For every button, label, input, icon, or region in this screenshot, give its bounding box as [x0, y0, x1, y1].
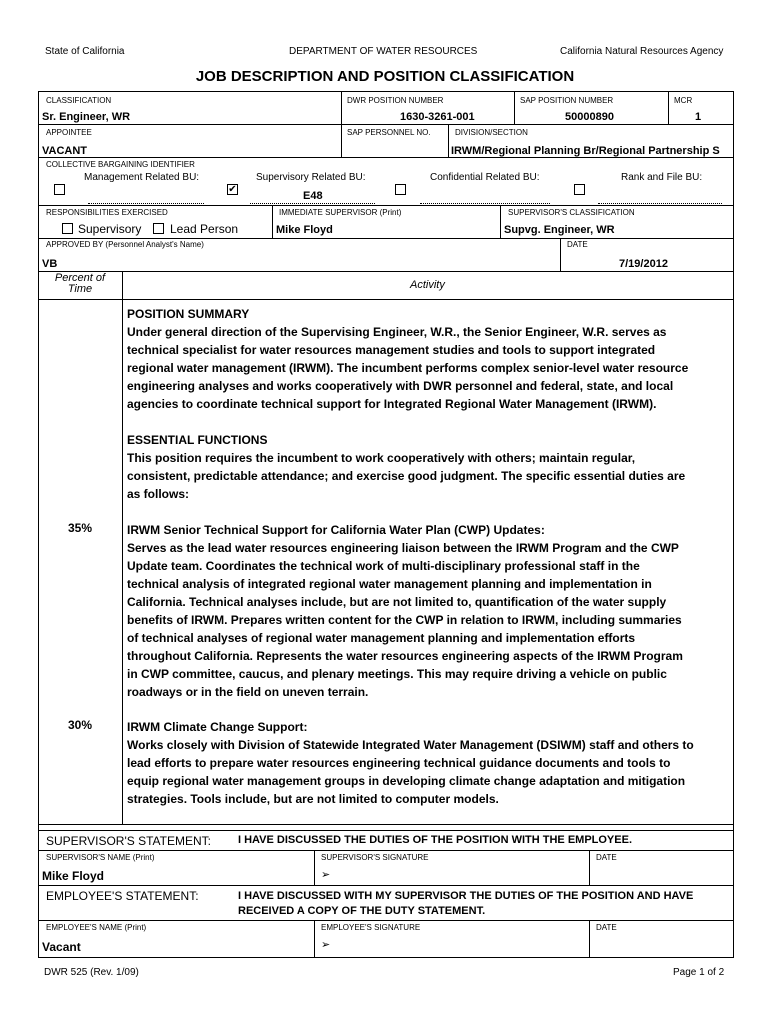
header-agency: California Natural Resources Agency [560, 46, 724, 57]
mcr-value[interactable]: 1 [695, 111, 702, 123]
approved-by-label: APPROVED BY (Personnel Analyst's Name) [46, 240, 204, 249]
duty1-section [127, 521, 727, 701]
management-bu-label: Management Related BU: [84, 172, 200, 183]
duty1-line: throughout California. Represents the water resources engineering aspects of the IRWM Program [127, 649, 683, 663]
summary-line: engineering analyses and works cooperatively with DWR personnel and federal, state, and local [127, 379, 674, 393]
supervisor-statement-label: SUPERVISOR'S STATEMENT: [46, 834, 211, 848]
employee-statement-label: EMPLOYEE'S STATEMENT: [46, 889, 199, 903]
employee-signature-label: EMPLOYEE'S SIGNATURE [321, 923, 421, 932]
page-number: Page 1 of 2 [673, 967, 725, 978]
sap-personnel-label: SAP PERSONNEL NO. [347, 128, 431, 137]
supervisory-bu-value[interactable]: E48 [303, 190, 323, 202]
duty2-line: lead efforts to prepare water resources engineering technical guidance documents and tools to [127, 756, 671, 770]
bargaining-label: COLLECTIVE BARGAINING IDENTIFIER [46, 160, 195, 169]
rank-file-bu-label: Rank and File BU: [621, 172, 703, 183]
mcr-label: MCR [674, 96, 693, 105]
position-summary-heading: POSITION SUMMARY [127, 307, 250, 321]
employee-date-label: DATE [596, 923, 617, 932]
supervisor-name-value[interactable]: Mike Floyd [42, 869, 105, 883]
confidential-bu-checkbox[interactable] [395, 184, 406, 195]
duty2-percent: 30% [67, 718, 93, 732]
supervisor-signature-label: SUPERVISOR'S SIGNATURE [321, 853, 429, 862]
duty1-line: Update team. Coordinates the technical work of multi-disciplinary professional staff in the [127, 559, 640, 573]
supervisor-class-label: SUPERVISOR'S CLASSIFICATION [508, 208, 635, 217]
duty2-section [127, 718, 727, 808]
employee-statement-line: RECEIVED A COPY OF THE DUTY STATEMENT. [238, 905, 486, 917]
employee-signature-arrow-icon[interactable]: ➢ [321, 939, 331, 951]
essential-functions-heading: ESSENTIAL FUNCTIONS [127, 433, 268, 447]
date-value[interactable]: 7/19/2012 [619, 258, 668, 270]
percent-header-line2: Time [67, 283, 93, 295]
header-state: State of California [45, 46, 125, 57]
summary-line: agencies to coordinate technical support for Integrated Regional Water Management (IRWM). [127, 397, 657, 411]
duty1-line: IRWM Senior Technical Support for California Water Plan (CWP) Updates: [127, 523, 545, 537]
form-number: DWR 525 (Rev. 1/09) [44, 967, 139, 978]
rank-file-bu-checkbox[interactable] [574, 184, 585, 195]
duty1-line: roadways or in the field on uneven terrain. [127, 685, 369, 699]
supervisor-date-label: DATE [596, 853, 617, 862]
essential-line: This position requires the incumbent to work cooperatively with others; maintain regular, [127, 451, 636, 465]
duty2-line: strategies. Tools include, but are not limited to computer models. [127, 792, 499, 806]
page-title: JOB DESCRIPTION AND POSITION CLASSIFICATION [195, 68, 575, 85]
immediate-supervisor-label: IMMEDIATE SUPERVISOR (Print) [279, 208, 402, 217]
duty1-percent: 35% [67, 521, 93, 535]
percent-header [38, 273, 122, 295]
duty2-line: IRWM Climate Change Support: [127, 720, 308, 734]
appointee-label: APPOINTEE [46, 128, 92, 137]
supervisory-option-label: Supervisory [78, 222, 142, 236]
supervisory-bu-label: Supervisory Related BU: [256, 172, 366, 183]
summary-line: regional water management (IRWM). The incumbent performs complex senior-level water resource [127, 361, 689, 375]
duty2-line: equip regional water management groups in developing climate change adaptation and mitigation [127, 774, 686, 788]
supervisory-option-checkbox[interactable] [62, 223, 73, 234]
supervisor-statement-text: I HAVE DISCUSSED THE DUTIES OF THE POSITION WITH THE EMPLOYEE. [238, 834, 632, 846]
appointee-value[interactable]: VACANT [42, 145, 88, 157]
rank-file-bu-line [598, 203, 722, 204]
essential-functions-section [127, 431, 727, 503]
classification-label: CLASSIFICATION [46, 96, 112, 105]
duty1-line: in CWP committee, caucus, and plenary meetings. This may require driving a vehicle on public [127, 667, 667, 681]
sap-position-value[interactable]: 50000890 [565, 111, 614, 123]
header-department: DEPARTMENT OF WATER RESOURCES [289, 46, 478, 57]
duty1-line: benefits of IRWM. Prepares written content for the CWP in relation to IRWM, including summaries [127, 613, 682, 627]
supervisory-bu-line [250, 203, 375, 204]
position-summary-section [127, 305, 727, 413]
dwr-position-label: DWR POSITION NUMBER [347, 96, 444, 105]
supervisor-name-label: SUPERVISOR'S NAME (Print) [46, 853, 155, 862]
supervisor-class-value[interactable]: Supvg. Engineer, WR [504, 224, 615, 236]
lead-person-checkbox[interactable] [153, 223, 164, 234]
check-icon: ✔ [228, 184, 237, 195]
duty1-line: Serves as the lead water resources engineering liaison between the IRWM Program and the CWP [127, 541, 679, 555]
management-bu-checkbox[interactable] [54, 184, 65, 195]
summary-line: technical specialist for water resources management studies and tools to support integrated [127, 343, 656, 357]
sap-position-label: SAP POSITION NUMBER [520, 96, 614, 105]
supervisory-bu-checkbox[interactable] [227, 184, 238, 195]
management-bu-line [88, 203, 204, 204]
division-label: DIVISION/SECTION [455, 128, 528, 137]
approved-by-value[interactable]: VB [42, 258, 58, 270]
classification-value[interactable]: Sr. Engineer, WR [42, 111, 131, 123]
immediate-supervisor-value[interactable]: Mike Floyd [276, 224, 333, 236]
division-value[interactable]: IRWM/Regional Planning Br/Regional Partnership S [451, 145, 720, 157]
summary-line: Under general direction of the Supervising Engineer, W.R., the Senior Engineer, W.R. serves as [127, 325, 667, 339]
duty1-line: technical analysis of integrated regional water management planning and implementation in [127, 577, 652, 591]
duty1-line: of technical analyses of regional water management planning and implementation efforts [127, 631, 636, 645]
confidential-bu-line [420, 203, 550, 204]
confidential-bu-label: Confidential Related BU: [430, 172, 540, 183]
dwr-position-value[interactable]: 1630-3261-001 [400, 111, 475, 123]
lead-person-label: Lead Person [170, 222, 239, 236]
employee-name-value[interactable]: Vacant [42, 940, 81, 954]
activity-header: Activity [410, 279, 445, 291]
employee-statement-line: I HAVE DISCUSSED WITH MY SUPERVISOR THE DUTIES OF THE POSITION AND HAVE [238, 890, 694, 902]
essential-line: consistent, predictable attendance; and exercise good judgment. The specific essential duties are [127, 469, 686, 483]
employee-statement-text [238, 889, 693, 919]
supervisor-signature-arrow-icon[interactable]: ➢ [321, 869, 331, 881]
employee-name-label: EMPLOYEE'S NAME (Print) [46, 923, 147, 932]
responsibilities-label: RESPONSIBILITIES EXERCISED [46, 208, 168, 217]
date-label: DATE [567, 240, 588, 249]
percent-header-line1: Percent of [54, 272, 106, 284]
duty1-line: California. Technical analyses include, but are not limited to, quantification of the water supply [127, 595, 667, 609]
duty2-line: Works closely with Division of Statewide Integrated Water Management (DSIWM) staff and others to [127, 738, 694, 752]
essential-line: as follows: [127, 487, 190, 501]
